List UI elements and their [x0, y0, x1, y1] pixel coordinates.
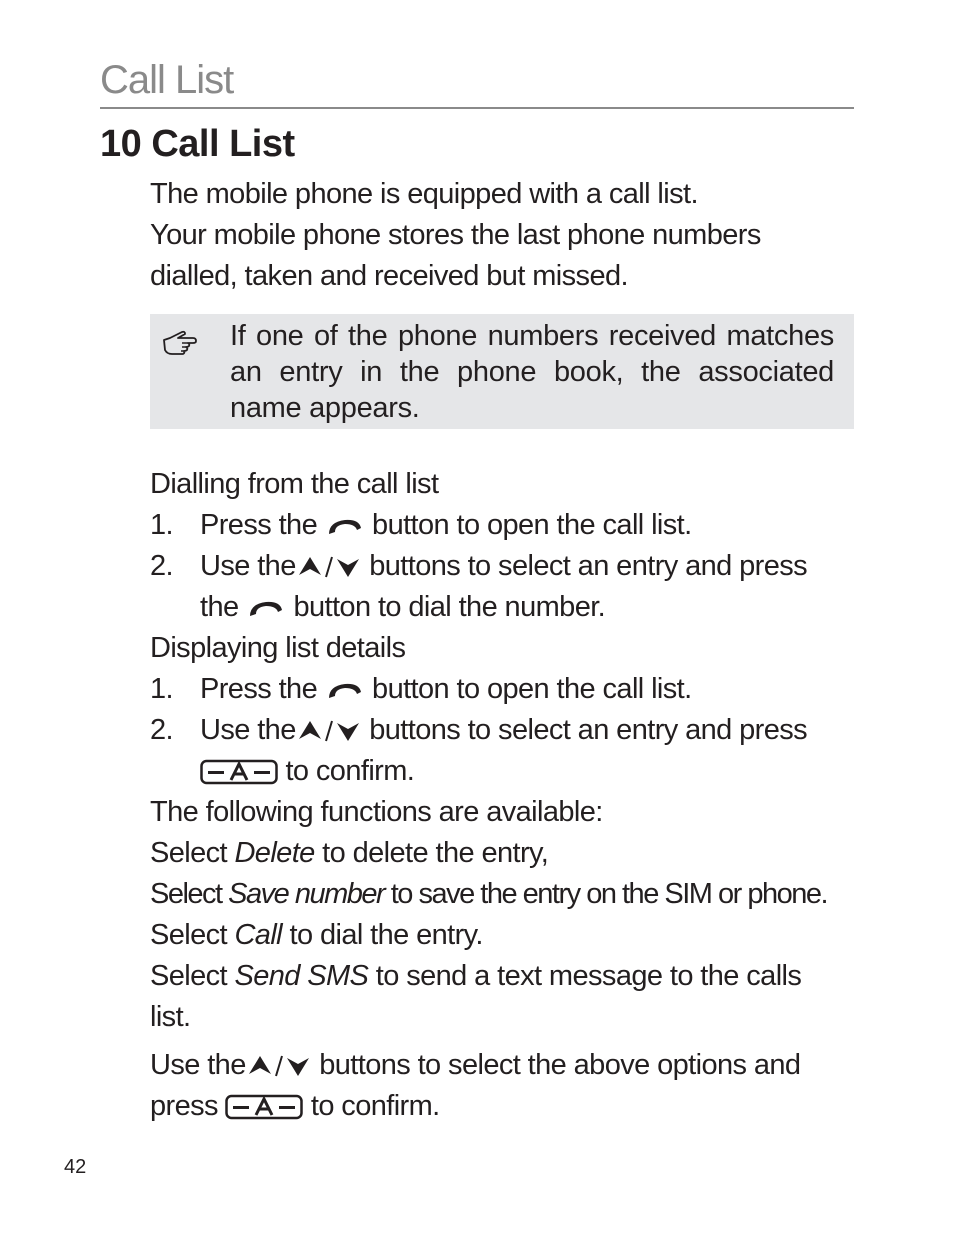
chapter-title: 10 Call List — [100, 123, 295, 165]
intro-p1: The mobile phone is equipped with a call list. — [150, 178, 698, 210]
call-handset-icon — [325, 678, 365, 702]
function-call: Select Call to dial the entry. — [150, 919, 483, 951]
section-heading: Dialling from the call list — [150, 468, 439, 500]
function-delete: Select Delete to delete the entry, — [150, 837, 549, 869]
use-instructions: Use the buttons to select the above options and — [150, 1049, 801, 1081]
function-sms-continued: list. — [150, 1001, 191, 1033]
list-item-continued: to confirm. — [150, 751, 854, 792]
up-down-arrow-icon — [296, 553, 362, 581]
section-heading: Displaying list details — [150, 632, 406, 664]
intro-p2-line2: dialled, taken and received but missed. — [150, 260, 628, 292]
function-sms: Select Send SMS to send a text message to the calls — [150, 960, 802, 992]
page-number: 42 — [64, 1156, 87, 1178]
up-down-arrow-icon — [246, 1052, 312, 1080]
list-item-continued: the button to dial the number. — [200, 591, 606, 623]
header-rule — [100, 107, 854, 109]
functions-intro: The following functions are available: — [150, 796, 603, 828]
list-item: 1. Press the button to open the call list. — [150, 509, 692, 541]
up-down-arrow-icon — [296, 717, 362, 745]
list-item: 2. Use the buttons to select an entry and press — [150, 550, 808, 582]
intro-p2-line1: Your mobile phone stores the last phone numbers — [150, 219, 761, 251]
running-head: Call List — [100, 58, 234, 102]
softkey-a-icon — [200, 759, 278, 785]
instructions — [150, 464, 854, 1127]
list-item: 2. Use the buttons to select an entry and press — [150, 714, 808, 746]
call-handset-icon — [325, 514, 365, 538]
intro-text — [150, 174, 854, 297]
note-box — [150, 314, 854, 429]
use-instructions-continued: press to confirm. — [150, 1090, 440, 1122]
list-item: 1. Press the button to open the call list. — [150, 673, 692, 705]
softkey-a-icon — [225, 1094, 303, 1120]
function-save: Select Save number to save the entry on the SIM or phone. — [150, 878, 828, 910]
call-handset-icon — [246, 596, 286, 620]
note-text: If one of the phone numbers received matches an entry in the phone book, the associated name appears. — [230, 320, 834, 424]
pointing-hand-icon — [162, 328, 198, 358]
